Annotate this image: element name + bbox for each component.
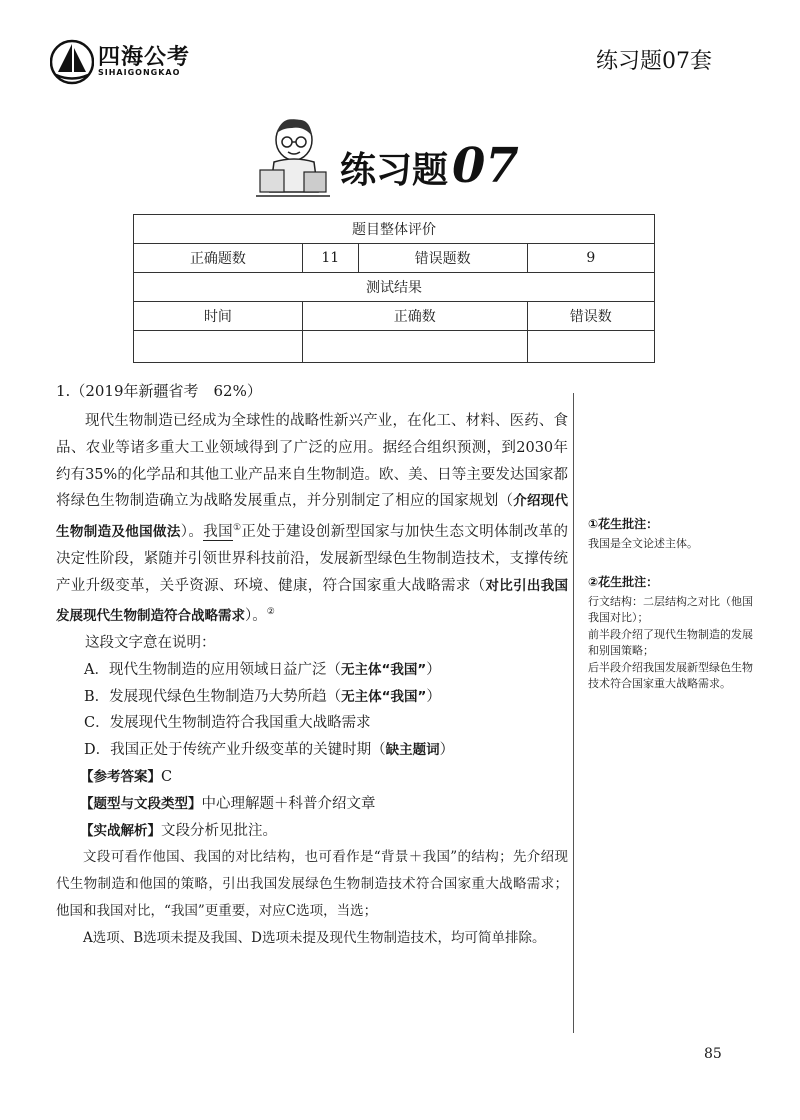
page-number: 85: [704, 1046, 722, 1062]
question-prompt: 这段文字意在说明：: [85, 635, 216, 652]
wrong-count-label: 错误题数: [358, 244, 527, 273]
option-a[interactable]: [56, 657, 568, 684]
passage-note-a: 介绍现代生物制造及他国做法: [56, 493, 568, 541]
score-summary-table: [133, 214, 655, 363]
margin-divider: [573, 393, 574, 1033]
option-c[interactable]: [56, 710, 568, 737]
option-b-end: ）: [426, 688, 441, 705]
passage-subject: 我国: [203, 524, 233, 541]
type-line: [56, 791, 568, 818]
question-body: [56, 408, 568, 952]
type-value: 中心理解题＋科普介绍文章: [201, 795, 376, 812]
correct-cell[interactable]: [302, 331, 527, 363]
correct-column-header: 正确数: [302, 302, 527, 331]
option-d-end: ）: [439, 742, 455, 759]
option-a-text: A．现代生物制造的应用领域日益广泛（: [84, 661, 341, 678]
option-c-text: C．发展现代生物制造符合我国重大战略需求: [84, 715, 371, 732]
analysis-intro: 文段分析见批注。: [161, 822, 277, 839]
correct-count-label: 正确题数: [134, 244, 303, 273]
note-mark-1: ①: [232, 523, 242, 534]
answer-line: [56, 764, 568, 791]
brand-name-pinyin: SIHAIGONGKAO: [98, 68, 181, 77]
question-source: （2019年新疆省考 62%）: [70, 382, 262, 400]
time-column-header: 时间: [134, 302, 303, 331]
option-d[interactable]: [56, 737, 568, 764]
overall-header: 题目整体评价: [134, 215, 655, 244]
option-a-end: ）: [426, 661, 441, 678]
wrong-cell[interactable]: [527, 331, 654, 363]
side-note-2-line: 后半段介绍我国发展新型绿色生物技术符合国家重大战略需求。: [588, 660, 753, 690]
side-note-2: [588, 574, 758, 693]
answer-tag: 【参考答案】: [80, 769, 161, 786]
note-mark-2: ②: [266, 607, 275, 618]
passage-note-b: 对比引出我国发展现代生物制造符合战略需求: [56, 577, 569, 625]
option-b[interactable]: [56, 684, 568, 711]
passage-end-b: ）。: [245, 608, 267, 625]
option-d-note: 缺主题词: [385, 742, 440, 759]
option-b-text: B．发展现代绿色生物制造乃大势所趋（: [84, 688, 342, 705]
brand-logo: [50, 38, 210, 88]
set-label: 练习题07套: [596, 49, 712, 74]
option-d-text: D．我国正处于传统产业升级变革的关键时期（: [84, 742, 386, 759]
answer-value: C: [161, 769, 173, 786]
option-a-note: 无主体“我国”: [340, 661, 427, 678]
title-number: 07: [452, 138, 519, 194]
type-tag: 【题型与文段类型】: [80, 795, 202, 812]
question-number: 1.: [56, 382, 71, 400]
result-header: 测试结果: [134, 273, 655, 302]
side-note-2-line: 前半段介绍了现代生物制造的发展和别国策略；: [588, 627, 753, 657]
sailboat-logo-icon: [50, 38, 94, 86]
wrong-column-header: 错误数: [527, 302, 654, 331]
page-title: [340, 138, 519, 194]
brand-name: 四海公考: [98, 45, 191, 70]
passage-end-a: ）。: [180, 524, 204, 541]
wrong-count-value: 9: [527, 244, 654, 273]
passage: [56, 408, 568, 630]
analysis-paragraph-2: A选项、B选项未提及我国、D选项未提及现代生物制造技术，均可简单排除。: [83, 930, 546, 947]
analysis-paragraph-1: 文段可看作他国、我国的对比结构，也可看作是“背景＋我国”的结构；先介绍现代生物制造和他国的策略，引出我国发展绿色生物制造技术符合国家重大战略需求；他国和我国对比，“我国”更重要，对应C选项，当选；: [56, 849, 568, 920]
side-note-1: [588, 516, 758, 552]
option-b-note: 无主体“我国”: [341, 688, 427, 705]
reading-boy-mascot-icon: [252, 112, 332, 200]
passage-part-b: 正处于建设创新型国家与加快生态文明体制改革的决定性阶段，紧随并引领世界科技前沿，发展新型绿色生物制造技术，支撑传统产业升级变革，关乎资源、环境、健康，符合国家重大战略需求（: [56, 524, 569, 594]
analysis-line: [56, 818, 568, 845]
side-note-1-title: ①花生批注：: [588, 517, 659, 531]
side-note-2-title: ②花生批注：: [588, 575, 659, 589]
analysis-tag: 【实战解析】: [80, 822, 161, 839]
correct-count-value: 11: [302, 244, 358, 273]
question-header: [56, 380, 262, 401]
side-note-1-line: 我国是全文论述主体。: [588, 536, 698, 550]
title-text: 练习题: [340, 150, 449, 191]
time-cell[interactable]: [134, 331, 303, 363]
side-note-2-line: 行文结构：二层结构之对比（他国我国对比）；: [588, 594, 753, 624]
passage-part-a: 现代生物制造已经成为全球性的战略性新兴产业，在化工、材料、医药、食品、农业等诸多重大工业领域得到了广泛的应用。据经合组织预测，到2030年约有35%的化学品和其他工业产品来自生物制造。欧、美、日等主要发达国家都将绿色生物制造确立为战略发展重点，并分别制定了相应的国家规划（: [56, 413, 568, 510]
